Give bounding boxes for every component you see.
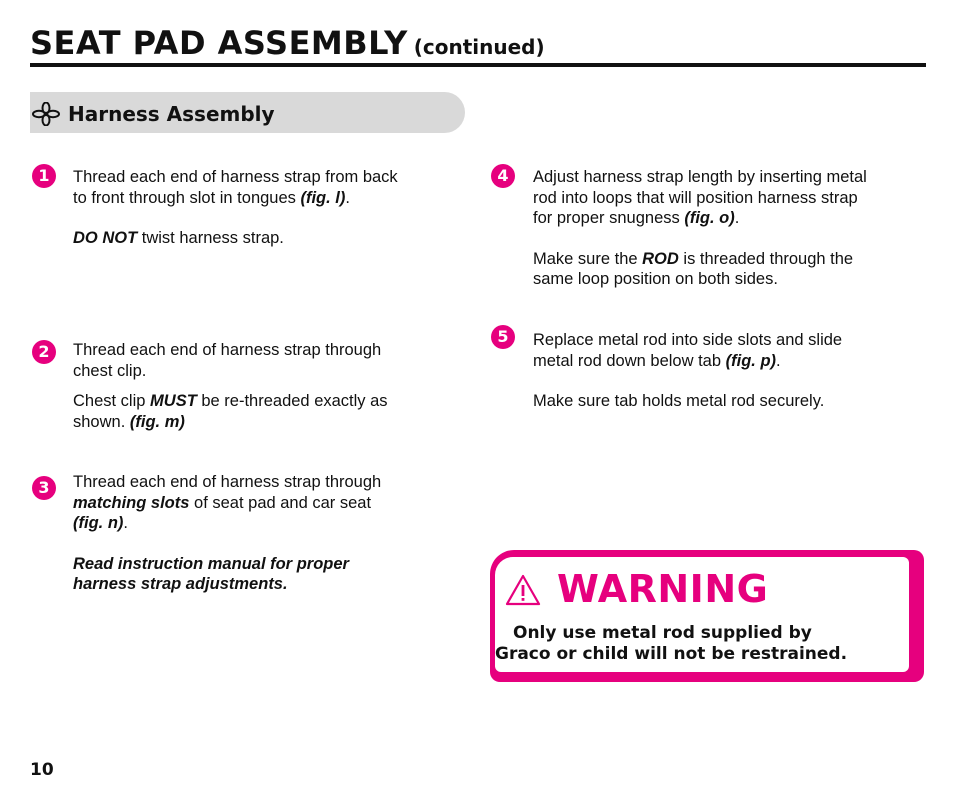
step-3-text: [73, 472, 423, 595]
fig-p-reference: (fig. p): [725, 351, 777, 370]
step-5-badge: 5: [491, 325, 515, 349]
step-1-text-end: .: [345, 188, 350, 207]
warning-line-2: Graco or child will not be restrained.: [495, 644, 848, 664]
warning-line-1: Only use metal rod supplied by: [513, 623, 812, 643]
step-3-text-b: of seat pad and car seat: [189, 493, 372, 512]
step-4-para-2: [533, 249, 873, 290]
section-header: [30, 92, 465, 133]
step-2-text-b: be re-threaded exactly as shown.: [73, 392, 388, 431]
matching-slots-emphasis: matching slots: [73, 493, 190, 512]
rod-emphasis: ROD: [642, 249, 679, 268]
step-5-text: [533, 330, 883, 412]
must-emphasis: MUST: [150, 392, 197, 410]
step-2-badge: 2: [32, 340, 56, 364]
step-2-para-1: Thread each end of harness strap through chest clip.: [73, 341, 382, 380]
step-1-para-2: [73, 228, 403, 249]
step-5-text-a: Replace metal rod into side slots and slide metal rod down below tab: [533, 331, 843, 370]
step-4-text-b: is threaded through the same loop position on both sides.: [533, 249, 854, 288]
section-title: Harness Assembly: [68, 102, 275, 126]
warning-box: [490, 550, 924, 682]
fig-o-reference: (fig. o): [684, 209, 735, 227]
step-3-para-1: [73, 472, 393, 534]
step-4-text-end: .: [734, 209, 740, 227]
step-3-para-2: Read instruction manual for proper harness strap adjustments.: [73, 554, 349, 593]
step-4-text-a2: Make sure the: [533, 249, 643, 268]
step-2-para-2: [73, 391, 413, 432]
page-number: 10: [30, 760, 54, 780]
title-main: SEAT PAD ASSEMBLY: [30, 24, 408, 62]
warning-inner: [495, 557, 909, 672]
step-4-badge: 4: [491, 164, 515, 188]
step-3-text-a: Thread each end of harness strap through: [73, 473, 382, 491]
step-1-para-1: [73, 167, 403, 208]
warning-triangle-icon: [505, 574, 541, 606]
step-2-text: [73, 340, 423, 432]
step-4-text-a: Adjust harness strap length by inserting metal rod into loops that will position harness strap for proper snugness: [533, 168, 867, 227]
fig-m-reference: (fig. m): [129, 412, 185, 431]
flower-icon: [32, 102, 60, 126]
step-5-para-1: [533, 330, 881, 371]
step-5-text-end: .: [776, 351, 781, 370]
step-1-badge: 1: [32, 164, 56, 188]
step-1-text: [73, 167, 403, 249]
title-rule: [30, 63, 926, 67]
title-suffix: (continued): [413, 35, 545, 59]
fig-l-reference: (fig. l): [300, 188, 346, 207]
page-title: [30, 24, 545, 62]
fig-n-reference: (fig. n): [73, 514, 124, 532]
step-5-para-2: Make sure tab holds metal rod securely.: [533, 392, 825, 410]
step-3-text-end: .: [123, 514, 128, 532]
step-4-para-1: [533, 167, 878, 229]
step-1-text-rest: twist harness strap.: [137, 229, 284, 247]
step-4-text: [533, 167, 883, 290]
step-1-text-a: Thread each end of harness strap from back to front through slot in tongues: [73, 168, 398, 207]
step-3-badge: 3: [32, 476, 56, 500]
warning-title: WARNING: [557, 567, 769, 611]
do-not-emphasis: DO NOT: [73, 229, 138, 247]
step-2-text-a: Chest clip: [73, 392, 151, 410]
warning-message: [495, 623, 905, 665]
